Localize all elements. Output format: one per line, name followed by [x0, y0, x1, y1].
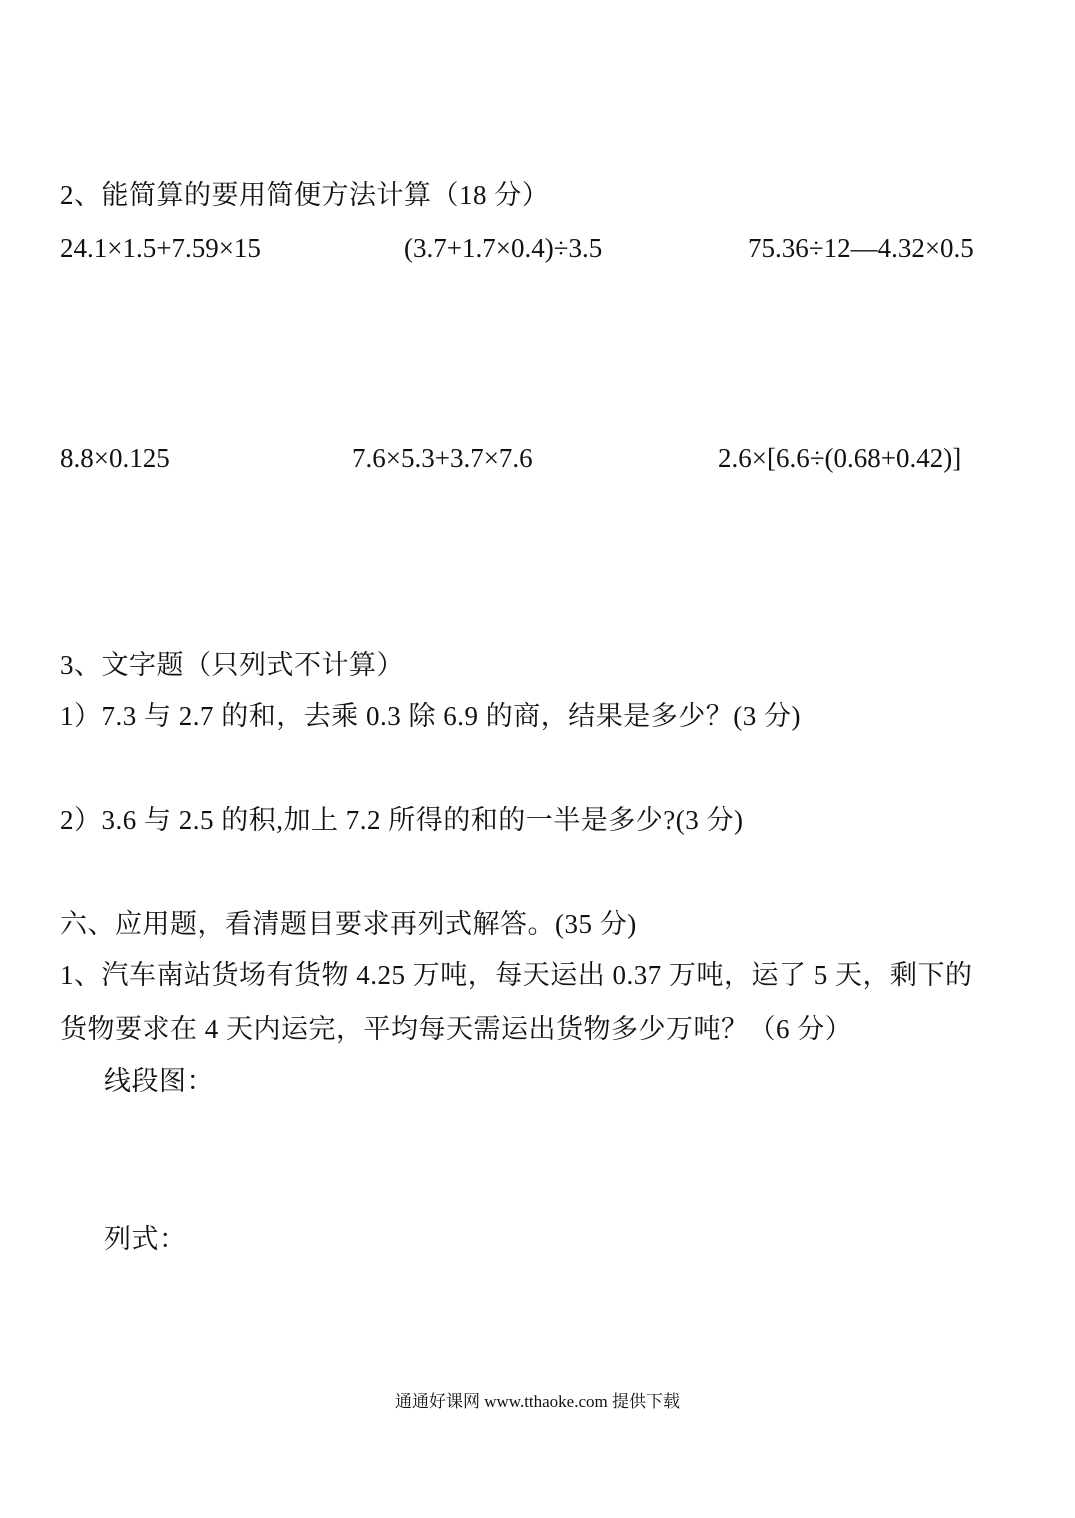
- formula-label: 列式：: [104, 1224, 187, 1254]
- section2-heading: 2、能简算的要用简便方法计算（18 分）: [60, 180, 550, 210]
- section6-question-1-line-1: 1、汽车南站货场有货物 4.25 万吨，每天运出 0.37 万吨，运了 5 天，剩下的: [60, 960, 973, 990]
- section6-heading: 六、应用题，看清题目要求再列式解答。(35 分): [60, 909, 637, 939]
- expression-2: (3.7+1.7×0.4)÷3.5: [404, 233, 603, 263]
- expression-5: 7.6×5.3+3.7×7.6: [352, 443, 533, 473]
- expression-1: 24.1×1.5+7.59×15: [60, 233, 261, 263]
- expression-4: 8.8×0.125: [60, 443, 170, 473]
- section3-question-2: 2）3.6 与 2.5 的积,加上 7.2 所得的和的一半是多少?(3 分): [60, 805, 744, 835]
- expression-3: 75.36÷12—4.32×0.5: [748, 233, 974, 263]
- line-diagram-label: 线段图：: [104, 1066, 214, 1096]
- section6-question-1-line-2: 货物要求在 4 天内运完，平均每天需运出货物多少万吨？（6 分）: [60, 1014, 853, 1044]
- page-footer: 通通好课网 www.tthaoke.com 提供下载: [394, 1392, 681, 1411]
- section3-heading: 3、文字题（只列式不计算）: [60, 650, 404, 680]
- section3-question-1: 1）7.3 与 2.7 的和，去乘 0.3 除 6.9 的商，结果是多少？(3 分): [60, 701, 801, 731]
- expression-6: 2.6×[6.6÷(0.68+0.42)]: [718, 443, 962, 473]
